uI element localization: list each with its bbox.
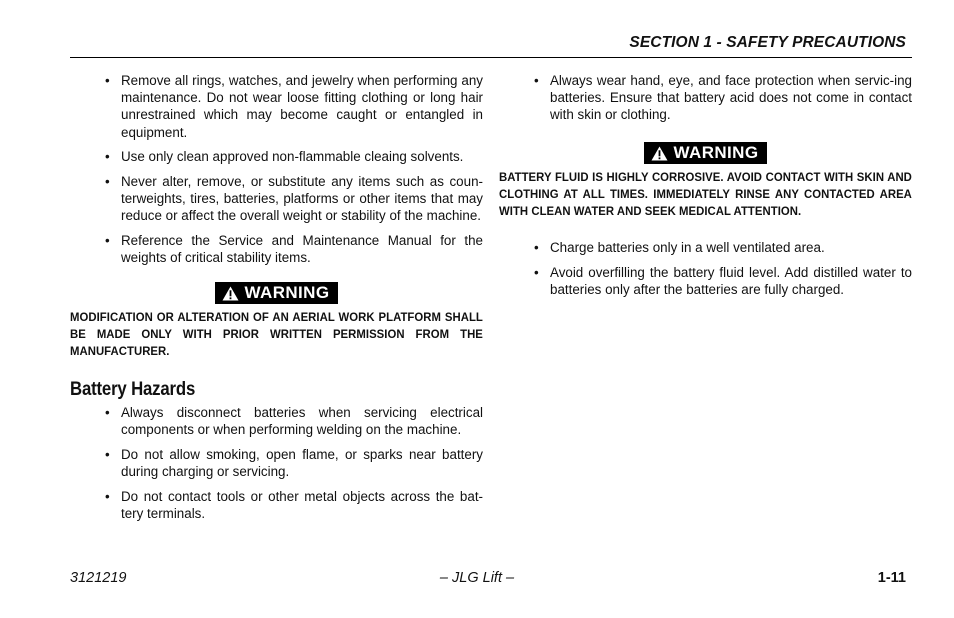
warning-text: MODIFICATION OR ALTERATION OF AN AERIAL WORK PLATFORM SHALL BE MADE ONLY WITH PRIOR WRITTEN PERMISSION FROM THE MANUFACTURER. <box>70 309 483 359</box>
list-item: • Always disconnect batteries when servicing electrical components or when performing welding on the machine. <box>105 404 483 437</box>
page-number: 1-11 <box>877 570 906 586</box>
bullet-icon: • <box>534 264 539 280</box>
right-column <box>499 72 912 305</box>
warning-banner <box>70 282 483 304</box>
list-item: • Never alter, remove, or substitute any items such as coun-terweights, tires, batteries, platforms or other items that may reduce or affect the overall weight or stability of the machine. <box>105 174 483 224</box>
document-number: 3121219 <box>70 570 127 586</box>
bullet-icon: • <box>105 73 110 88</box>
bullet-icon: • <box>105 174 110 190</box>
warning-banner <box>499 142 912 164</box>
header-divider <box>70 57 912 58</box>
bullet-icon: • <box>105 404 110 420</box>
list-item: • Use only clean approved non-flammable cleaing solvents. <box>105 149 464 165</box>
warning-triangle-icon <box>651 146 668 161</box>
battery-bullet-list <box>70 404 483 522</box>
list-item: • Remove all rings, watches, and jewelry when performing any maintenance. Do not wear loose fitting clothing or long hair unrestrained which may become caught or entangled in equipment. <box>105 73 483 140</box>
list-item: • Avoid overfilling the battery fluid level. Add distilled water to batteries only after the batteries are fully charged. <box>534 264 912 297</box>
bullet-icon: • <box>105 149 110 165</box>
warning-badge: WARNING <box>215 282 339 304</box>
section-heading: Battery Hazards <box>70 377 196 400</box>
list-item: • Charge batteries only in a well ventilated area. <box>534 239 825 255</box>
maintenance-bullet-list <box>70 72 483 267</box>
list-item: • Always wear hand, eye, and face protection when servic-ing batteries. Ensure that battery acid does not come in contact with skin or clothing. <box>534 73 912 123</box>
warning-text: BATTERY FLUID IS HIGHLY CORROSIVE. AVOID CONTACT WITH SKIN AND CLOTHING AT ALL TIMES. IMMEDIATELY RINSE ANY CONTACTED AREA WITH CLEAN WATER AND SEEK MEDICAL ATTENTION. <box>499 169 912 219</box>
bullet-icon: • <box>105 233 110 249</box>
bullet-icon: • <box>105 488 110 504</box>
list-item: • Do not allow smoking, open flame, or sparks near battery during charging or servicing. <box>105 446 483 479</box>
list-item: • Do not contact tools or other metal objects across the bat-tery terminals. <box>105 488 483 521</box>
bullet-icon: • <box>105 446 110 462</box>
list-item: • Reference the Service and Maintenance Manual for the weights of critical stability items. <box>105 233 483 266</box>
section-title: SECTION 1 - SAFETY PRECAUTIONS <box>629 34 906 51</box>
footer-brand: – JLG Lift – <box>439 570 515 586</box>
warning-badge: WARNING <box>644 142 768 164</box>
charging-bullet-list <box>499 239 912 298</box>
protection-bullet-list <box>499 72 912 124</box>
left-column <box>70 72 483 529</box>
warning-triangle-icon <box>222 286 239 301</box>
bullet-icon: • <box>534 239 539 255</box>
bullet-icon: • <box>534 73 539 88</box>
